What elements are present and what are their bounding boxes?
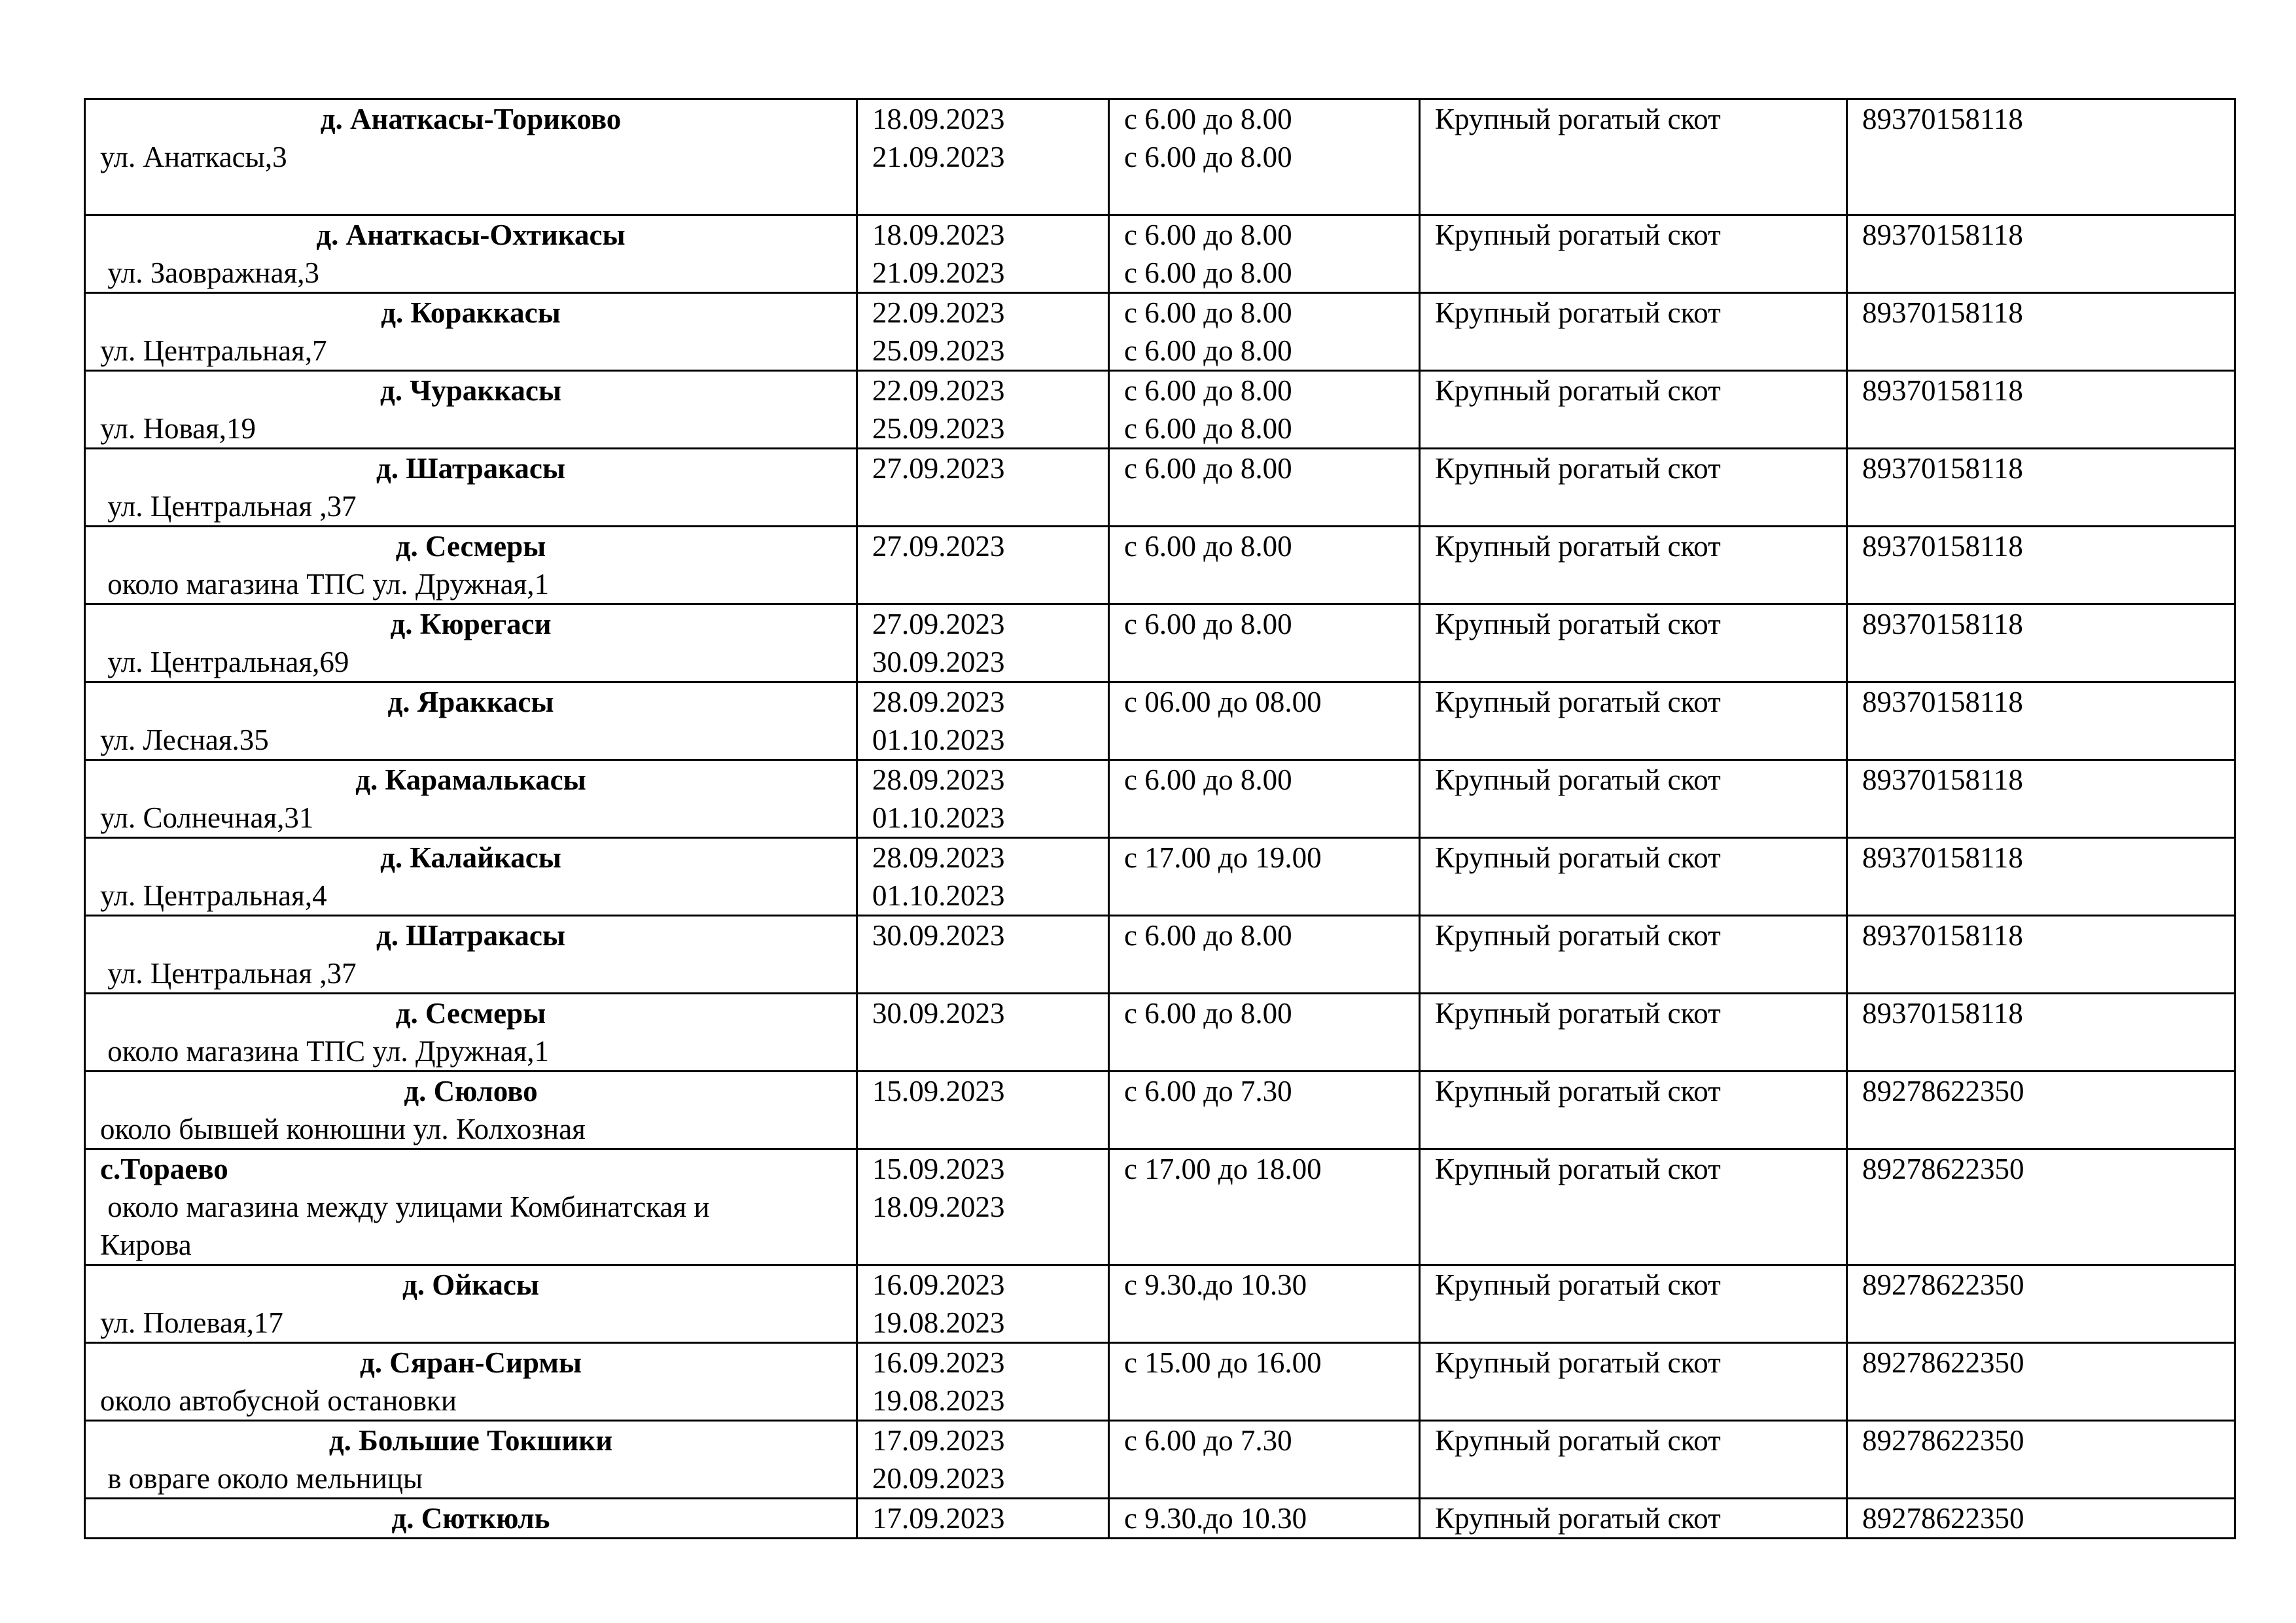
table-row xyxy=(85,760,2235,838)
table-row xyxy=(85,838,2235,916)
phone-cell: 89370158118 xyxy=(1847,682,2235,760)
table-row xyxy=(85,371,2235,449)
schedule-page xyxy=(84,98,2234,1539)
phone-cell: 89370158118 xyxy=(1847,215,2235,293)
phone-cell: 89370158118 xyxy=(1847,527,2235,604)
time-cell xyxy=(1109,994,1420,1072)
dates-cell xyxy=(857,293,1109,371)
animal-cell: Крупный рогатый скот xyxy=(1420,99,1847,215)
date-text: 30.09.2023 xyxy=(872,646,1005,678)
dates-cell xyxy=(857,604,1109,682)
time-cell xyxy=(1109,99,1420,215)
time-text: с 6.00 до 8.00 xyxy=(1124,608,1292,640)
table-row xyxy=(85,1421,2235,1499)
date-text: 18.09.2023 xyxy=(872,1191,1005,1223)
address-text: ул. Центральная ,37 xyxy=(100,490,357,523)
animal-cell: Крупный рогатый скот xyxy=(1420,838,1847,916)
table-row xyxy=(85,1265,2235,1343)
dates-cell xyxy=(857,682,1109,760)
date-text: 20.09.2023 xyxy=(872,1462,1005,1495)
time-text: с 6.00 до 8.00 xyxy=(1124,997,1292,1030)
address-text: около магазина ТПС ул. Дружная,1 xyxy=(100,568,550,601)
location-cell xyxy=(85,838,857,916)
vaccination-schedule-table xyxy=(84,98,2236,1539)
time-text: с 06.00 до 08.00 xyxy=(1124,686,1322,718)
date-text: 27.09.2023 xyxy=(872,530,1005,563)
date-text: 18.09.2023 xyxy=(872,103,1005,135)
village-name: д. Шатракасы xyxy=(376,452,566,485)
date-text: 28.09.2023 xyxy=(872,686,1005,718)
dates-cell xyxy=(857,215,1109,293)
animal-cell: Крупный рогатый скот xyxy=(1420,1265,1847,1343)
phone-cell: 89370158118 xyxy=(1847,916,2235,994)
date-text: 16.09.2023 xyxy=(872,1268,1005,1301)
address-text: ул. Анаткасы,3 xyxy=(100,141,287,173)
time-text: с 6.00 до 8.00 xyxy=(1124,218,1292,251)
date-text: 19.08.2023 xyxy=(872,1306,1005,1339)
date-text: 15.09.2023 xyxy=(872,1153,1005,1185)
village-name: д. Шатракасы xyxy=(376,919,566,952)
date-text: 01.10.2023 xyxy=(872,879,1005,912)
dates-cell xyxy=(857,1343,1109,1421)
time-text: с 6.00 до 7.30 xyxy=(1124,1075,1292,1108)
address-text: около магазина между улицами Комбинатская и Кирова xyxy=(100,1191,710,1261)
time-text: с 6.00 до 8.00 xyxy=(1124,530,1292,563)
phone-cell: 89370158118 xyxy=(1847,604,2235,682)
phone-cell: 89370158118 xyxy=(1847,760,2235,838)
location-cell xyxy=(85,994,857,1072)
time-text: с 6.00 до 8.00 xyxy=(1124,412,1292,445)
date-text: 01.10.2023 xyxy=(872,801,1005,834)
address-text: около магазина ТПС ул. Дружная,1 xyxy=(100,1035,550,1068)
dates-cell xyxy=(857,916,1109,994)
table-row xyxy=(85,1343,2235,1421)
table-row xyxy=(85,527,2235,604)
animal-cell: Крупный рогатый скот xyxy=(1420,1072,1847,1149)
village-name: д. Сесмеры xyxy=(395,530,546,563)
location-cell xyxy=(85,215,857,293)
village-name: с.Тораево xyxy=(100,1153,228,1185)
location-cell xyxy=(85,1421,857,1499)
village-name: д. Сяран-Сирмы xyxy=(359,1346,582,1379)
village-name: д. Большие Токшики xyxy=(328,1424,613,1457)
phone-cell: 89370158118 xyxy=(1847,449,2235,527)
date-text: 17.09.2023 xyxy=(872,1424,1005,1457)
time-text: с 6.00 до 8.00 xyxy=(1124,452,1292,485)
dates-cell xyxy=(857,99,1109,215)
table-row xyxy=(85,1499,2235,1539)
table-row xyxy=(85,916,2235,994)
location-cell xyxy=(85,604,857,682)
time-text: с 17.00 до 19.00 xyxy=(1124,841,1322,874)
time-text: с 9.30.до 10.30 xyxy=(1124,1268,1307,1301)
time-text: с 6.00 до 8.00 xyxy=(1124,763,1292,796)
date-text: 22.09.2023 xyxy=(872,374,1005,407)
village-name: д. Калайкасы xyxy=(380,841,561,874)
time-text: с 9.30.до 10.30 xyxy=(1124,1502,1307,1535)
location-cell xyxy=(85,1072,857,1149)
date-text: 25.09.2023 xyxy=(872,334,1005,367)
time-text: с 6.00 до 8.00 xyxy=(1124,374,1292,407)
time-cell xyxy=(1109,1421,1420,1499)
location-cell xyxy=(85,449,857,527)
location-cell xyxy=(85,99,857,215)
village-name: д. Ойкасы xyxy=(402,1268,540,1301)
time-cell xyxy=(1109,1265,1420,1343)
animal-cell: Крупный рогатый скот xyxy=(1420,215,1847,293)
village-name: д. Кюрегаси xyxy=(390,608,552,640)
time-cell xyxy=(1109,682,1420,760)
time-cell xyxy=(1109,760,1420,838)
phone-cell: 89370158118 xyxy=(1847,994,2235,1072)
dates-cell xyxy=(857,1149,1109,1265)
location-cell xyxy=(85,527,857,604)
time-cell xyxy=(1109,916,1420,994)
phone-cell: 89278622350 xyxy=(1847,1343,2235,1421)
location-cell xyxy=(85,1265,857,1343)
time-cell xyxy=(1109,371,1420,449)
village-name: д. Сюлово xyxy=(404,1075,538,1108)
address-text: ул. Лесная.35 xyxy=(100,724,269,756)
table-row xyxy=(85,99,2235,215)
table-row xyxy=(85,604,2235,682)
animal-cell: Крупный рогатый скот xyxy=(1420,449,1847,527)
time-cell xyxy=(1109,838,1420,916)
time-text: с 6.00 до 7.30 xyxy=(1124,1424,1292,1457)
date-text: 30.09.2023 xyxy=(872,997,1005,1030)
address-text: ул. Центральная,7 xyxy=(100,334,327,367)
animal-cell: Крупный рогатый скот xyxy=(1420,994,1847,1072)
location-cell xyxy=(85,371,857,449)
address-text: около бывшей конюшни ул. Колхозная xyxy=(100,1113,586,1145)
address-text: около автобусной остановки xyxy=(100,1384,457,1417)
address-text: ул. Центральная,69 xyxy=(100,646,349,678)
animal-cell: Крупный рогатый скот xyxy=(1420,1149,1847,1265)
dates-cell xyxy=(857,1499,1109,1539)
time-cell xyxy=(1109,293,1420,371)
dates-cell xyxy=(857,760,1109,838)
table-row xyxy=(85,293,2235,371)
time-cell xyxy=(1109,1499,1420,1539)
time-text: с 6.00 до 8.00 xyxy=(1124,296,1292,329)
date-text: 01.10.2023 xyxy=(872,724,1005,756)
village-name: д. Яраккасы xyxy=(387,686,554,718)
date-text: 30.09.2023 xyxy=(872,919,1005,952)
animal-cell: Крупный рогатый скот xyxy=(1420,916,1847,994)
location-cell xyxy=(85,916,857,994)
animal-cell: Крупный рогатый скот xyxy=(1420,527,1847,604)
location-cell xyxy=(85,1149,857,1265)
village-name: д. Анаткасы-Ториково xyxy=(320,103,622,135)
date-text: 28.09.2023 xyxy=(872,763,1005,796)
animal-cell: Крупный рогатый скот xyxy=(1420,604,1847,682)
table-row xyxy=(85,215,2235,293)
time-text: с 6.00 до 8.00 xyxy=(1124,334,1292,367)
animal-cell: Крупный рогатый скот xyxy=(1420,682,1847,760)
date-text: 16.09.2023 xyxy=(872,1346,1005,1379)
time-cell xyxy=(1109,527,1420,604)
dates-cell xyxy=(857,994,1109,1072)
village-name: д. Сесмеры xyxy=(395,997,546,1030)
address-text: ул. Центральная ,37 xyxy=(100,957,357,990)
time-text: с 17.00 до 18.00 xyxy=(1124,1153,1322,1185)
location-cell xyxy=(85,293,857,371)
time-cell xyxy=(1109,1343,1420,1421)
phone-cell: 89370158118 xyxy=(1847,838,2235,916)
date-text: 18.09.2023 xyxy=(872,218,1005,251)
animal-cell: Крупный рогатый скот xyxy=(1420,371,1847,449)
phone-cell: 89370158118 xyxy=(1847,293,2235,371)
animal-cell: Крупный рогатый скот xyxy=(1420,1499,1847,1539)
phone-cell: 89278622350 xyxy=(1847,1265,2235,1343)
address-text: ул. Солнечная,31 xyxy=(100,801,314,834)
phone-cell: 89278622350 xyxy=(1847,1149,2235,1265)
dates-cell xyxy=(857,838,1109,916)
village-name: д. Карамалькасы xyxy=(355,763,586,796)
address-text: в овраге около мельницы xyxy=(100,1462,423,1495)
dates-cell xyxy=(857,371,1109,449)
date-text: 19.08.2023 xyxy=(872,1384,1005,1417)
time-cell xyxy=(1109,1149,1420,1265)
table-row xyxy=(85,682,2235,760)
table-row xyxy=(85,1149,2235,1265)
phone-cell: 89370158118 xyxy=(1847,371,2235,449)
village-name: д. Кораккасы xyxy=(381,296,561,329)
address-text: ул. Полевая,17 xyxy=(100,1306,283,1339)
animal-cell: Крупный рогатый скот xyxy=(1420,1421,1847,1499)
date-text: 21.09.2023 xyxy=(872,141,1005,173)
phone-cell: 89278622350 xyxy=(1847,1421,2235,1499)
time-text: с 15.00 до 16.00 xyxy=(1124,1346,1322,1379)
phone-cell: 89370158118 xyxy=(1847,99,2235,215)
table-row xyxy=(85,994,2235,1072)
dates-cell xyxy=(857,1265,1109,1343)
table-row xyxy=(85,1072,2235,1149)
address-text: ул. Заовражная,3 xyxy=(100,256,320,289)
time-text: с 6.00 до 8.00 xyxy=(1124,256,1292,289)
animal-cell: Крупный рогатый скот xyxy=(1420,760,1847,838)
time-cell xyxy=(1109,604,1420,682)
animal-cell: Крупный рогатый скот xyxy=(1420,293,1847,371)
location-cell xyxy=(85,1499,857,1539)
time-cell xyxy=(1109,449,1420,527)
dates-cell xyxy=(857,527,1109,604)
time-text: с 6.00 до 8.00 xyxy=(1124,141,1292,173)
village-name: д. Чураккасы xyxy=(380,374,562,407)
date-text: 28.09.2023 xyxy=(872,841,1005,874)
phone-cell: 89278622350 xyxy=(1847,1072,2235,1149)
address-text: ул. Центральная,4 xyxy=(100,879,327,912)
date-text: 17.09.2023 xyxy=(872,1502,1005,1535)
date-text: 22.09.2023 xyxy=(872,296,1005,329)
time-text: с 6.00 до 8.00 xyxy=(1124,919,1292,952)
date-text: 27.09.2023 xyxy=(872,608,1005,640)
dates-cell xyxy=(857,1421,1109,1499)
location-cell xyxy=(85,1343,857,1421)
dates-cell xyxy=(857,1072,1109,1149)
location-cell xyxy=(85,682,857,760)
animal-cell: Крупный рогатый скот xyxy=(1420,1343,1847,1421)
date-text: 27.09.2023 xyxy=(872,452,1005,485)
time-cell xyxy=(1109,1072,1420,1149)
village-name: д. Анаткасы-Охтикасы xyxy=(316,218,626,251)
phone-cell: 89278622350 xyxy=(1847,1499,2235,1539)
village-name: д. Сюткюль xyxy=(391,1502,550,1535)
address-text: ул. Новая,19 xyxy=(100,412,256,445)
dates-cell xyxy=(857,449,1109,527)
date-text: 25.09.2023 xyxy=(872,412,1005,445)
time-text: с 6.00 до 8.00 xyxy=(1124,103,1292,135)
table-row xyxy=(85,449,2235,527)
date-text: 21.09.2023 xyxy=(872,256,1005,289)
time-cell xyxy=(1109,215,1420,293)
date-text: 15.09.2023 xyxy=(872,1075,1005,1108)
location-cell xyxy=(85,760,857,838)
